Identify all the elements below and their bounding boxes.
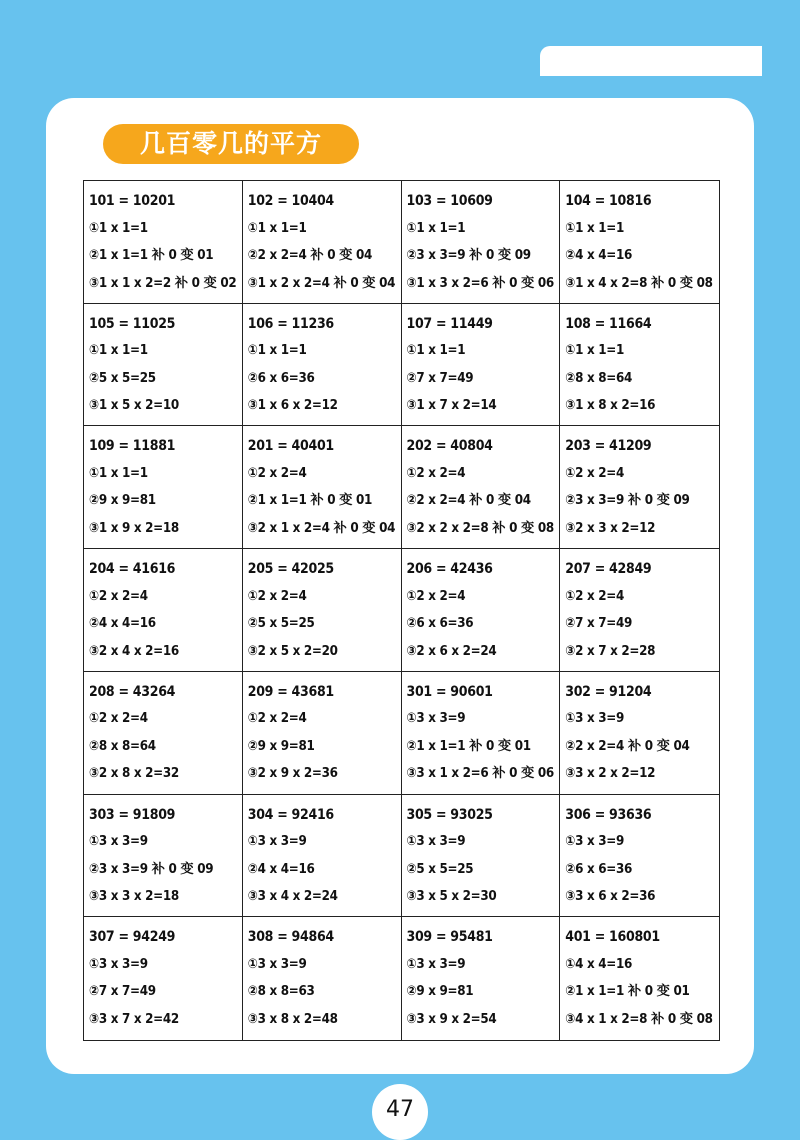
step-three: ③1 x 9 x 2=18 [89, 520, 179, 536]
table-cell [243, 917, 402, 1040]
cell-heading: 202 = 40804 [406, 438, 493, 455]
cell-heading: 208 = 43264 [89, 683, 176, 700]
step-two: ②7 x 7=49 [89, 984, 156, 1000]
step-one: ①2 x 2=4 [247, 588, 307, 604]
table-cell [243, 795, 402, 918]
step-one: ①3 x 3=9 [565, 711, 625, 727]
step-one: ①3 x 3=9 [89, 956, 148, 972]
step-one: ①4 x 4=16 [565, 956, 633, 972]
step-one: ①1 x 1=1 [565, 343, 625, 359]
table-cell [402, 304, 561, 427]
table-cell [560, 917, 719, 1040]
table-cell [402, 917, 561, 1040]
step-three: ③2 x 7 x 2=28 [565, 643, 656, 659]
step-one: ①3 x 3=9 [406, 711, 466, 727]
step-two: ②6 x 6=36 [565, 861, 633, 877]
cell-heading: 401 = 160801 [565, 929, 660, 946]
cell-heading: 201 = 40401 [247, 438, 334, 455]
step-two: ②4 x 4=16 [565, 248, 633, 263]
step-one: ①2 x 2=4 [406, 465, 466, 481]
table-cell [560, 181, 719, 304]
step-three: ③1 x 6 x 2=12 [247, 398, 338, 414]
table-cell [243, 426, 402, 549]
table-cell [402, 426, 561, 549]
step-three: ③1 x 4 x 2=8 补 0 变 08 [565, 275, 713, 291]
cell-heading: 104 = 10816 [565, 193, 652, 209]
step-two: ②4 x 4=16 [247, 861, 315, 877]
step-three: ③1 x 3 x 2=6 补 0 变 06 [406, 275, 554, 291]
cell-heading: 306 = 93636 [565, 806, 652, 823]
step-three: ③1 x 8 x 2=16 [565, 398, 656, 414]
step-one: ①3 x 3=9 [89, 834, 148, 850]
step-three: ③1 x 1 x 2=2 补 0 变 02 [89, 275, 237, 291]
step-three: ③3 x 6 x 2=36 [565, 889, 656, 905]
step-one: ①2 x 2=4 [247, 465, 307, 481]
step-one: ①2 x 2=4 [565, 588, 625, 604]
cell-heading: 308 = 94864 [247, 929, 334, 946]
cell-heading: 301 = 90601 [406, 683, 493, 700]
step-two: ②6 x 6=36 [406, 616, 474, 632]
cell-heading: 207 = 42849 [565, 561, 652, 578]
step-two: ②5 x 5=25 [89, 370, 156, 386]
step-three: ③2 x 9 x 2=36 [247, 766, 338, 782]
step-three: ③2 x 4 x 2=16 [89, 643, 179, 659]
step-two: ②6 x 6=36 [247, 370, 315, 386]
cell-heading: 303 = 91809 [89, 806, 176, 823]
table-cell [243, 304, 402, 427]
step-one: ①1 x 1=1 [406, 220, 466, 236]
cell-heading: 107 = 11449 [406, 315, 493, 332]
table-cell [84, 426, 243, 549]
table-cell [560, 426, 719, 549]
table-cell [560, 549, 719, 672]
step-three: ③3 x 9 x 2=54 [406, 1011, 497, 1027]
step-one: ①3 x 3=9 [406, 956, 466, 972]
step-three: ③3 x 7 x 2=42 [89, 1011, 179, 1027]
page-title: 几百零几的平方 [103, 124, 359, 164]
step-one: ①1 x 1=1 [247, 343, 307, 359]
step-two: ②8 x 8=64 [89, 738, 156, 754]
cell-heading: 108 = 11664 [565, 315, 652, 332]
step-two: ②1 x 1=1 补 0 变 01 [565, 984, 690, 1000]
step-one: ①1 x 1=1 [89, 465, 148, 481]
step-two: ②8 x 8=63 [247, 984, 315, 1000]
table-cell [84, 795, 243, 918]
cell-heading: 203 = 41209 [565, 438, 652, 455]
table-cell [560, 672, 719, 795]
step-one: ①2 x 2=4 [89, 588, 148, 604]
step-two: ②3 x 3=9 补 0 变 09 [406, 248, 531, 263]
step-two: ②2 x 2=4 补 0 变 04 [406, 493, 531, 509]
table-cell [243, 181, 402, 304]
step-one: ①1 x 1=1 [247, 220, 307, 236]
step-two: ②4 x 4=16 [89, 616, 156, 632]
table-cell [243, 549, 402, 672]
cell-heading: 206 = 42436 [406, 561, 493, 578]
step-three: ③3 x 3 x 2=18 [89, 889, 179, 905]
step-two: ②7 x 7=49 [406, 370, 474, 386]
table-cell [402, 549, 561, 672]
step-one: ①1 x 1=1 [406, 343, 466, 359]
step-one: ①2 x 2=4 [565, 465, 625, 481]
cell-heading: 205 = 42025 [247, 561, 334, 578]
step-two: ②9 x 9=81 [89, 493, 156, 509]
cell-heading: 103 = 10609 [406, 193, 493, 209]
table-cell [560, 795, 719, 918]
cell-heading: 101 = 10201 [89, 193, 176, 209]
step-one: ①1 x 1=1 [89, 220, 148, 236]
table-cell [560, 304, 719, 427]
step-three: ③2 x 8 x 2=32 [89, 766, 179, 782]
step-one: ①1 x 1=1 [565, 220, 625, 236]
step-two: ②7 x 7=49 [565, 616, 633, 632]
step-three: ③3 x 2 x 2=12 [565, 766, 656, 782]
step-one: ①3 x 3=9 [565, 834, 625, 850]
cell-heading: 309 = 95481 [406, 929, 493, 946]
step-two: ②1 x 1=1 补 0 变 01 [247, 493, 373, 509]
step-two: ②8 x 8=64 [565, 370, 633, 386]
cell-heading: 209 = 43681 [247, 683, 334, 700]
step-three: ③2 x 1 x 2=4 补 0 变 04 [247, 520, 396, 536]
step-three: ③1 x 5 x 2=10 [89, 398, 179, 414]
step-two: ②9 x 9=81 [406, 984, 474, 1000]
step-three: ③3 x 8 x 2=48 [247, 1011, 338, 1027]
step-one: ①1 x 1=1 [89, 343, 148, 359]
step-three: ③3 x 1 x 2=6 补 0 变 06 [406, 766, 554, 782]
page-number: 47 [372, 1084, 428, 1140]
table-cell [84, 181, 243, 304]
cell-heading: 105 = 11025 [89, 315, 176, 332]
table-cell [84, 917, 243, 1040]
step-one: ①2 x 2=4 [406, 588, 466, 604]
step-two: ②1 x 1=1 补 0 变 01 [89, 248, 214, 263]
table-cell [402, 795, 561, 918]
step-three: ③1 x 2 x 2=4 补 0 变 04 [247, 275, 396, 291]
cell-heading: 102 = 10404 [247, 193, 334, 209]
step-one: ①3 x 3=9 [247, 834, 307, 850]
step-three: ③2 x 2 x 2=8 补 0 变 08 [406, 520, 554, 536]
step-three: ③4 x 1 x 2=8 补 0 变 08 [565, 1011, 713, 1027]
step-one: ①2 x 2=4 [247, 711, 307, 727]
table-cell [243, 672, 402, 795]
cell-heading: 109 = 11881 [89, 438, 176, 455]
cell-heading: 305 = 93025 [406, 806, 493, 823]
step-two: ②3 x 3=9 补 0 变 09 [89, 861, 214, 877]
step-three: ③3 x 4 x 2=24 [247, 889, 338, 905]
step-two: ②9 x 9=81 [247, 738, 315, 754]
table-cell [84, 549, 243, 672]
step-three: ③1 x 7 x 2=14 [406, 398, 497, 414]
step-two: ②5 x 5=25 [406, 861, 474, 877]
step-two: ②1 x 1=1 补 0 变 01 [406, 738, 531, 754]
step-three: ③2 x 6 x 2=24 [406, 643, 497, 659]
table-cell [84, 672, 243, 795]
table-cell [84, 304, 243, 427]
cell-heading: 302 = 91204 [565, 683, 652, 700]
cell-heading: 304 = 92416 [247, 806, 334, 823]
table-cell [402, 672, 561, 795]
cell-heading: 307 = 94249 [89, 929, 176, 946]
squares-table [83, 180, 720, 1041]
cell-heading: 106 = 11236 [247, 315, 334, 332]
table-cell [402, 181, 561, 304]
step-two: ②5 x 5=25 [247, 616, 315, 632]
step-one: ①3 x 3=9 [247, 956, 307, 972]
top-tab-decoration [540, 46, 762, 76]
step-two: ②3 x 3=9 补 0 变 09 [565, 493, 690, 509]
step-one: ①2 x 2=4 [89, 711, 148, 727]
step-three: ③3 x 5 x 2=30 [406, 889, 497, 905]
step-two: ②2 x 2=4 补 0 变 04 [565, 738, 690, 754]
step-three: ③2 x 5 x 2=20 [247, 643, 338, 659]
step-three: ③2 x 3 x 2=12 [565, 520, 656, 536]
step-two: ②2 x 2=4 补 0 变 04 [247, 248, 373, 263]
step-one: ①3 x 3=9 [406, 834, 466, 850]
cell-heading: 204 = 41616 [89, 561, 176, 578]
